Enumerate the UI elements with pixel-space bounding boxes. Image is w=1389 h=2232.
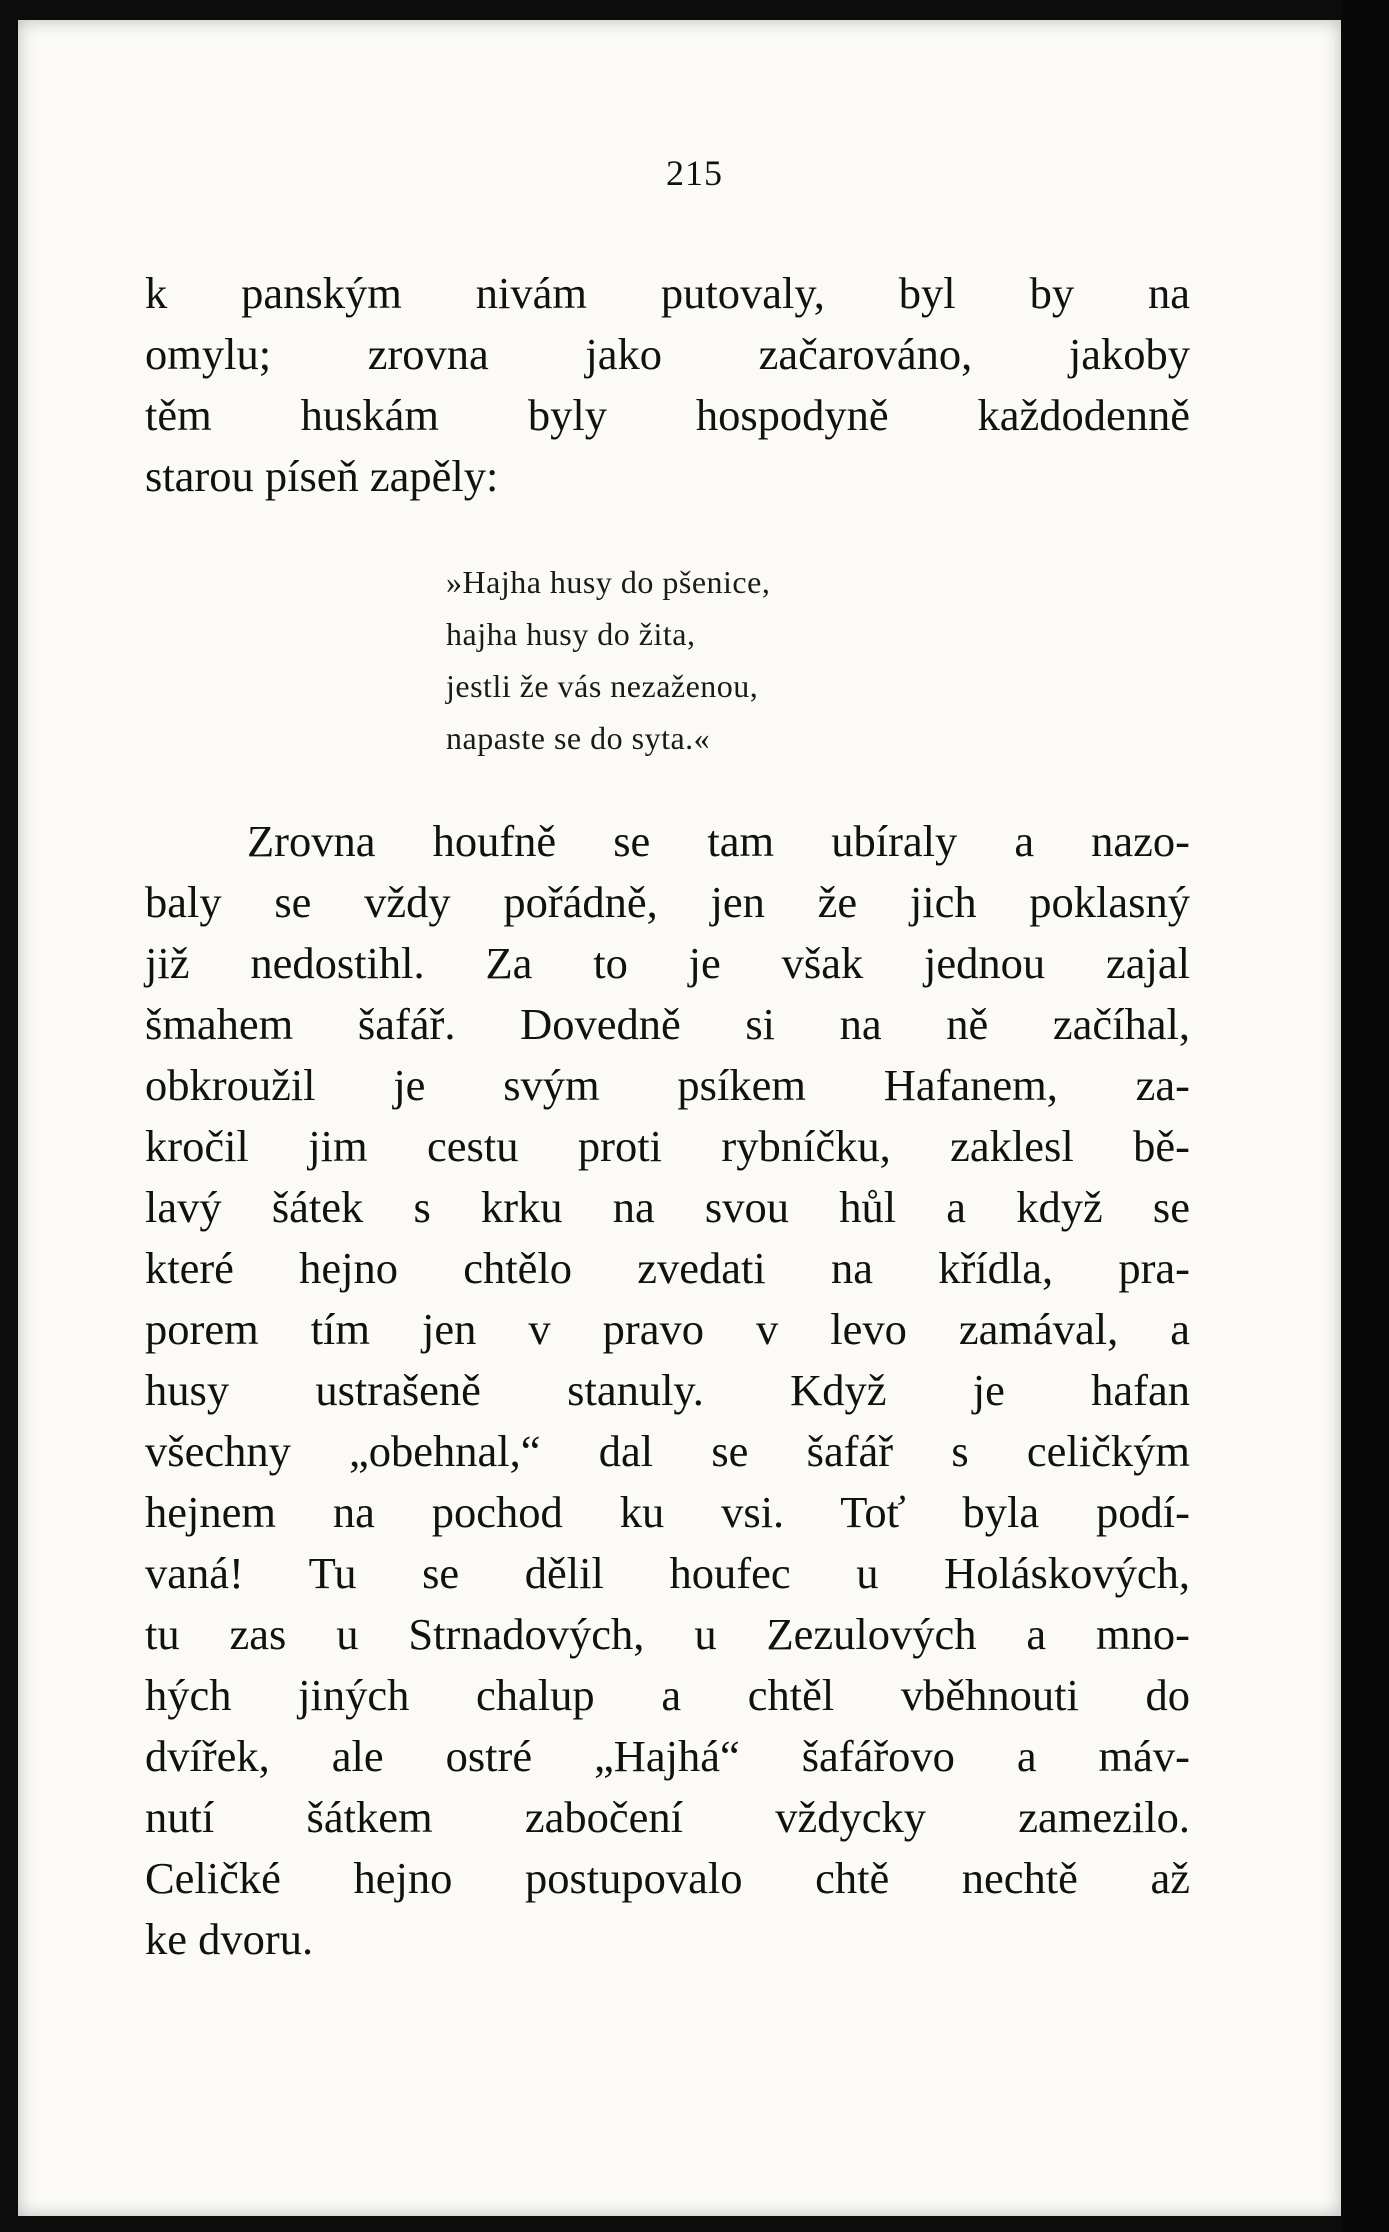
text-line: nutí šátkem zabočení vždycky zamezilo.	[145, 1792, 1190, 1842]
poem-line: hajha husy do žita,	[446, 616, 696, 652]
text-line: Zrovna houfně se tam ubíraly a nazo-	[247, 816, 1190, 866]
text-line: vaná! Tu se dělil houfec u Holáskových,	[145, 1548, 1190, 1598]
paragraph-1	[145, 263, 1190, 507]
text-line: Celičké hejno postupovalo chtě nechtě až	[145, 1853, 1190, 1903]
text-line: všechny „obehnal,“ dal se šafář s celičkým	[145, 1426, 1190, 1476]
text-line: baly se vždy pořádně, jen že jich poklasný	[145, 877, 1190, 927]
text-line: porem tím jen v pravo v levo zamával, a	[145, 1304, 1190, 1354]
text-line: hých jiných chalup a chtěl vběhnouti do	[145, 1670, 1190, 1720]
text-line: šmahem šafář. Dovedně si na ně začíhal,	[145, 999, 1190, 1049]
poem-line: napaste se do syta.«	[446, 720, 711, 756]
text-line: těm huskám byly hospodyně každodenně	[145, 390, 1190, 440]
text-line: již nedostihl. Za to je však jednou zajal	[145, 938, 1190, 988]
page-number: 215	[666, 153, 723, 193]
text-line: omylu; zrovna jako začarováno, jakoby	[145, 329, 1190, 379]
text-line: husy ustrašeně stanuly. Když je hafan	[145, 1365, 1190, 1415]
text-line: ke dvoru.	[145, 1914, 314, 1964]
text-line: kročil jim cestu proti rybníčku, zaklesl bě-	[145, 1121, 1190, 1171]
page-edge-shadow	[1341, 0, 1389, 2232]
poem-line: »Hajha husy do pšenice,	[446, 564, 771, 600]
text-line: lavý šátek s krku na svou hůl a když se	[145, 1182, 1190, 1232]
text-line: hejnem na pochod ku vsi. Toť byla podí-	[145, 1487, 1190, 1537]
paragraph-2	[145, 811, 1190, 1970]
text-line: obkroužil je svým psíkem Hafanem, za-	[145, 1060, 1190, 1110]
text-line: starou píseň zapěly:	[145, 451, 499, 501]
text-line: tu zas u Strnadových, u Zezulových a mno-	[145, 1609, 1190, 1659]
text-line: k panským nivám putovaly, byl by na	[145, 268, 1190, 318]
poem-block	[446, 556, 770, 764]
poem-line: jestli že vás nezaženou,	[446, 668, 759, 704]
text-line: které hejno chtělo zvedati na křídla, pra-	[145, 1243, 1190, 1293]
text-line: dvířek, ale ostré „Hajhá“ šafářovo a máv-	[145, 1731, 1190, 1781]
